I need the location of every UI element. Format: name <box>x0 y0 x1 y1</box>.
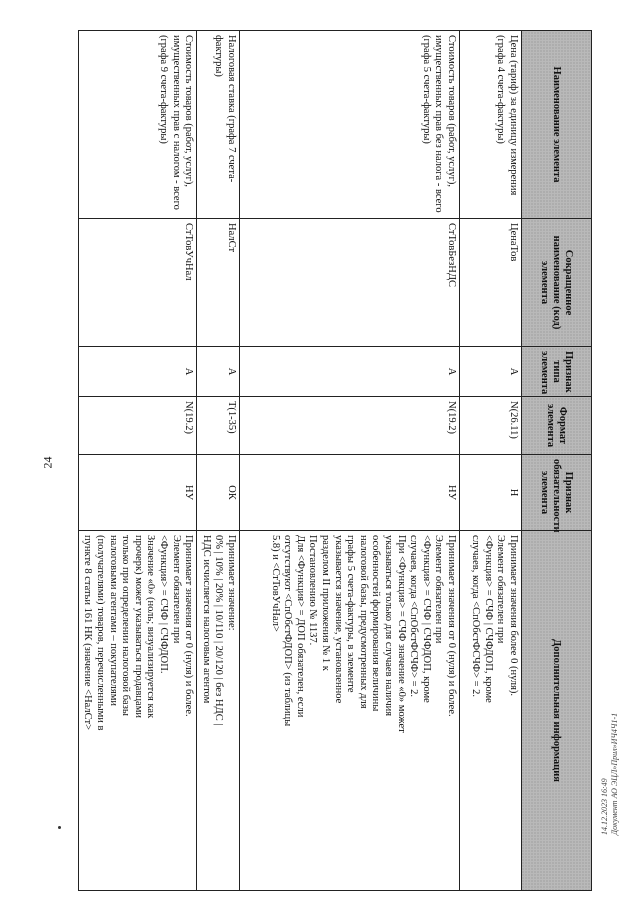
element-required-cell: НУ <box>78 455 196 531</box>
info-line: 5.8) и <СтТовУчНал> <box>269 535 281 632</box>
element-code-cell: НалСт <box>197 219 240 347</box>
info-line: особенностей формирования величины <box>370 535 382 712</box>
info-line: Для <Функция> = ДОП обязателен, если <box>294 535 306 718</box>
info-line: налоговой базы, предусмотренных для <box>357 535 369 709</box>
header-cell: Сокращенное наименование (код) элемента <box>522 219 592 347</box>
element-type-cell: А <box>240 347 460 397</box>
info-line: разделом II приложения № 1 к <box>320 535 332 671</box>
info-line: НДС исчисляется налоговым агентом <box>200 535 212 704</box>
element-name-cell: Налоговая ставка (графа 7 счета-фактуры) <box>197 31 240 219</box>
info-line: <Функция> = СЧФ | СЧФДОП, кроме <box>482 535 494 703</box>
header-cell: Признак обязательности элемента <box>522 455 592 531</box>
element-required-cell: ОК <box>197 455 240 531</box>
table-row <box>78 31 196 891</box>
element-name-cell: Цена (тариф) за единицу измерения (графа 4 счета-фактуры) <box>460 31 522 219</box>
print-stamp <box>600 713 620 835</box>
info-line: пункте 8 статьи 161 НК (значение <НалСт> <box>82 535 94 731</box>
table-row <box>240 31 460 891</box>
table-row <box>197 31 240 891</box>
element-code-cell: СтТовУчНал <box>78 219 196 347</box>
info-line: Элемент обязателен при <box>495 535 507 644</box>
element-required-cell: Н <box>460 455 522 531</box>
element-format-cell: N(19.2) <box>78 397 196 455</box>
table-row <box>460 31 522 891</box>
stamp-doc: Документ АО ЭЦЛ»Прил»ИЧ4Ч1-1 <box>610 712 619 835</box>
info-line: Принимает значения более 0 (нуля). <box>508 535 519 697</box>
page-number: 24 <box>40 456 55 469</box>
header-cell: Формат элемента <box>522 397 592 455</box>
info-line: При <Функция> = СЧФ значение «0» может <box>395 535 407 733</box>
element-format-cell: T(1-35) <box>197 397 240 455</box>
info-line: графы 5 счета-фактуры, в элементе <box>345 535 357 693</box>
info-line: случаев, когда <СпОбстФСЧФ> = 2. <box>408 535 420 698</box>
rotated-table-container <box>82 30 592 890</box>
header-cell: Наименование элемента <box>522 31 592 219</box>
info-line: указывается значение, установленное <box>332 535 344 704</box>
info-line: Принимает значения от 0 (нуля) и более. <box>446 535 457 717</box>
info-line: Принимает значение: <box>226 535 237 631</box>
element-code-cell: ЦенаТов <box>460 219 522 347</box>
info-line: <Функция> = СЧФ | СЧФДОП. <box>158 535 170 674</box>
ink-dot <box>58 826 61 829</box>
elements-table <box>78 30 592 891</box>
header-cell: Дополнительная информация <box>522 531 592 891</box>
element-name-cell: Стоимость товаров (работ, услуг), имущественных прав без налога - всего (графа 5 счета-фактуры) <box>240 31 460 219</box>
element-format-cell: N(26.11) <box>460 397 522 455</box>
element-info-cell <box>460 531 522 891</box>
info-line: Элемент обязателен при <box>170 535 182 644</box>
info-line: 0% | 10% | 20% | 10/110 | 20/120 | без НДС | <box>213 535 225 726</box>
info-line: только при определении налоговой базы <box>120 535 132 716</box>
stamp-date: 14.12.2023 16:49 <box>600 778 609 835</box>
info-line: Постановлению № 1137. <box>307 535 319 646</box>
element-type-cell: А <box>78 347 196 397</box>
element-type-cell: А <box>460 347 522 397</box>
info-line: указываться только для случаев наличия <box>383 535 395 717</box>
element-info-cell <box>197 531 240 891</box>
element-required-cell: НУ <box>240 455 460 531</box>
info-line: Значение «0» (ноль; визуализируется как <box>145 535 157 719</box>
element-info-cell <box>240 531 460 891</box>
info-line: прочерк) может указываться продавцами <box>132 535 144 718</box>
element-code-cell: СтТовБезНДС <box>240 219 460 347</box>
element-format-cell: N(19.2) <box>240 397 460 455</box>
header-cell: Признак типа элемента <box>522 347 592 397</box>
info-line: налоговыми агентами – покупателями <box>107 535 119 706</box>
info-line: отсутствуют <СпОбстФДОП> (из таблицы <box>282 535 294 727</box>
info-line: <Функция> = СЧФ | СЧФДОП, кроме <box>420 535 432 703</box>
element-info-cell <box>78 531 196 891</box>
info-line: Принимает значения от 0 (нуля) и более. <box>183 535 195 717</box>
info-line: (получателями) товаров, перечисленными в <box>95 535 107 731</box>
element-name-cell: Стоимость товаров (работ, услуг), имущественных прав с налогом - всего (графа 9 счета-фактуры) <box>78 31 196 219</box>
element-type-cell: А <box>197 347 240 397</box>
table-header-row <box>522 31 592 891</box>
info-line: Элемент обязателен при <box>433 535 445 644</box>
info-line: случаев, когда <СпОбстФСЧФ> = 2. <box>470 535 482 698</box>
